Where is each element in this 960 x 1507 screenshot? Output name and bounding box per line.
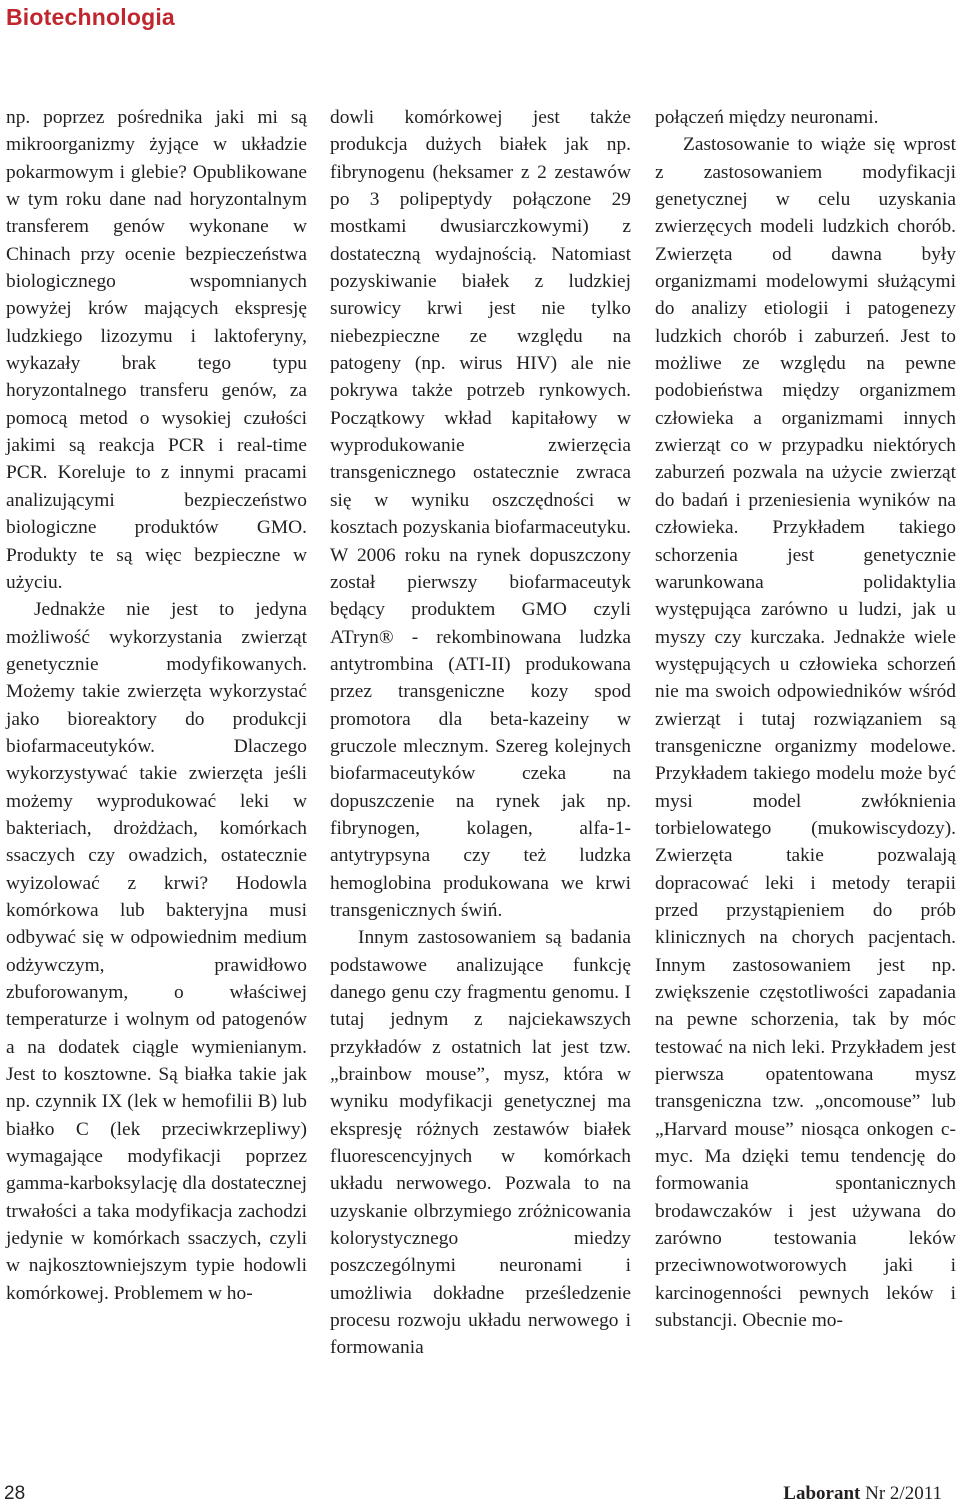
text-column-1 bbox=[6, 104, 307, 1307]
page-number: 28 bbox=[4, 1483, 26, 1504]
paragraph: np. poprzez pośrednika jaki mi są mikroorganizmy żyjące w układzie pokarmowym i glebie? Opublikowane w tym roku dane nad horyzontalnym transferem genów wykonane w Chinach przy ocenie bezpieczeństwa biologicznego wspomnianych powyżej krów mających ekspresję ludzkiego lizozymu i laktoferyny, wykazały brak tego typu horyzontalnego transferu genów, za pomocą metod o wysokiej czułości jakimi są reakcja PCR i real-time PCR. Koreluje to z innymi pracami analizującymi bezpieczeństwo biologiczne produktów GMO. Produkty te są więc bezpieczne w użyciu. bbox=[6, 107, 307, 593]
paragraph: Jednakże nie jest to jedyna możliwość wykorzystania zwierząt genetycznie modyfikowanych. Możemy takie zwierzęta wykorzystać jako bioreaktory do produkcji biofarmaceutyków. Dlaczego wykorzystywać takie zwierzęta jeśli możemy wyprodukować leki w bakteriach, drożdżach, komórkach ssaczych czy owadzich, ostatecznie wyizolować z krwi? Hodowla komórkowa lub bakteryjna musi odbywać się w odpowiednim medium odżywczym, prawidłowo zbuforowanym, o właściwej temperaturze i wolnym od patogenów a na dodatek ciągle wymienianym. Jest to kosztowne. Są białka takie jak np. czynnik IX (lek w hemofilii B) lub białko C (lek przeciwkrzepliwy) wymagające modyfikacji poprzez gamma-karboksylację dla dostatecznej trwałości a taka modyfikacja zachodzi jedynie w komórkach ssaczych, czyli w najkosztowniejszym typie hodowli komórkowej. Problemem w ho- bbox=[6, 599, 307, 1304]
paragraph: dowli komórkowej jest także produkcja dużych białek jak np. fibrynogenu (heksamer z 2 zestawów po 3 polipeptydy połączone 29 mostkami dwusiarczkowymi) z dostateczną wydajnością. Natomiast pozyskiwanie białek z ludzkiej surowicy krwi jest nie tylko niebezpieczne ze względu na patogeny (np. wirus HIV) ale nie pokrywa także potrzeb rynkowych. Początkowy wkład kapitałowy w wyprodukowanie zwierzęcia transgenicznego ostatecznie zwraca się w wyniku oszczędności w kosztach pozyskania biofarmaceutyku. W 2006 roku na rynek dopuszczony został pierwszy biofarmaceutyk będący produktem GMO czyli ATryn® - rekombinowana ludzka antytrombina (ATI-II) produkowana przez transgeniczne kozy spod promotora dla beta-kazeiny w gruczole mlecznym. Szereg kolejnych biofarmaceutyków czeka na dopuszczenie na rynek jak np. fibrynogen, kolagen, alfa-1-antytrypsyna czy też ludzka hemoglobina produkowana we krwi transgenicznych świń. bbox=[330, 107, 631, 921]
journal-name: Laborant bbox=[783, 1483, 861, 1504]
paragraph: Zastosowanie to wiąże się wprost z zastosowaniem modyfikacji genetycznej w celu uzyskania zwierzęcych modeli ludzkich chorób. Zwierzęta od dawna były organizmami modelowymi służącymi do analizy etiologii i patogenezy ludzkich chorób i zaburzeń. Jest to możliwe ze względu na pewne podobieństwa między organizmem człowieka a organizmami innych zwierząt co w przypadku niektórych zaburzeń pozwala na użycie zwierząt do badań i przeniesienia wyników na człowieka. Przykładem takiego schorzenia jest genetycznie warunkowana polidaktylia występująca zarówno u ludzi, jak u myszy czy kurczaka. Jednakże wiele występujących u człowieka schorzeń nie ma swoich odpowiedników wśród zwierząt i tutaj rozwiązaniem są transgeniczne organizmy modelowe. Przykładem takiego modelu może być mysi model zwłóknienia torbielowatego (mukowiscydozy). Zwierzęta takie pozwalają dopracować leki i metody terapii przed przystąpieniem do prób klinicznych na chorych pacjentach. Innym zastosowaniem jest np. zwiększenie częstotliwości zapadania na pewne schorzenia, tak by móc testować na nich leki. Przykładem jest pierwsza opatentowana mysz transgeniczna tzw. „oncomouse” lub „Harvard mouse” niosąca onkogen c-myc. Ma dzięki temu tendencję do formowania spontanicznych brodawczaków i jest używana do zarówno testowania leków przeciwnowotworowych jaki i karcinogenności pewnych leków i substancji. Obecnie mo- bbox=[655, 134, 956, 1332]
journal-issue bbox=[783, 1484, 942, 1504]
paragraph: Innym zastosowaniem są badania podstawowe analizujące funkcję danego genu czy fragmentu genomu. I tutaj jednym z najciekawszych przykładów z ostatnich lat jest tzw. „brainbow mouse”, mysz, która w wyniku modyfikacji genetycznej ma ekspresję różnych zestawów białek fluorescencyjnych w komórkach układu nerwowego. Pozwala to na uzyskanie olbrzymiego zróżnicowania kolorystycznego miedzy poszczególnymi neuronami i umożliwia dokładne prześledzenie procesu rozwoju układu nerwowego i formowania bbox=[330, 927, 631, 1359]
issue-number: Nr 2/2011 bbox=[865, 1483, 942, 1504]
text-column-3 bbox=[655, 104, 956, 1334]
section-title: Biotechnologia bbox=[6, 4, 175, 30]
text-column-2 bbox=[330, 104, 631, 1362]
paragraph: połączeń między neuronami. bbox=[655, 107, 879, 128]
